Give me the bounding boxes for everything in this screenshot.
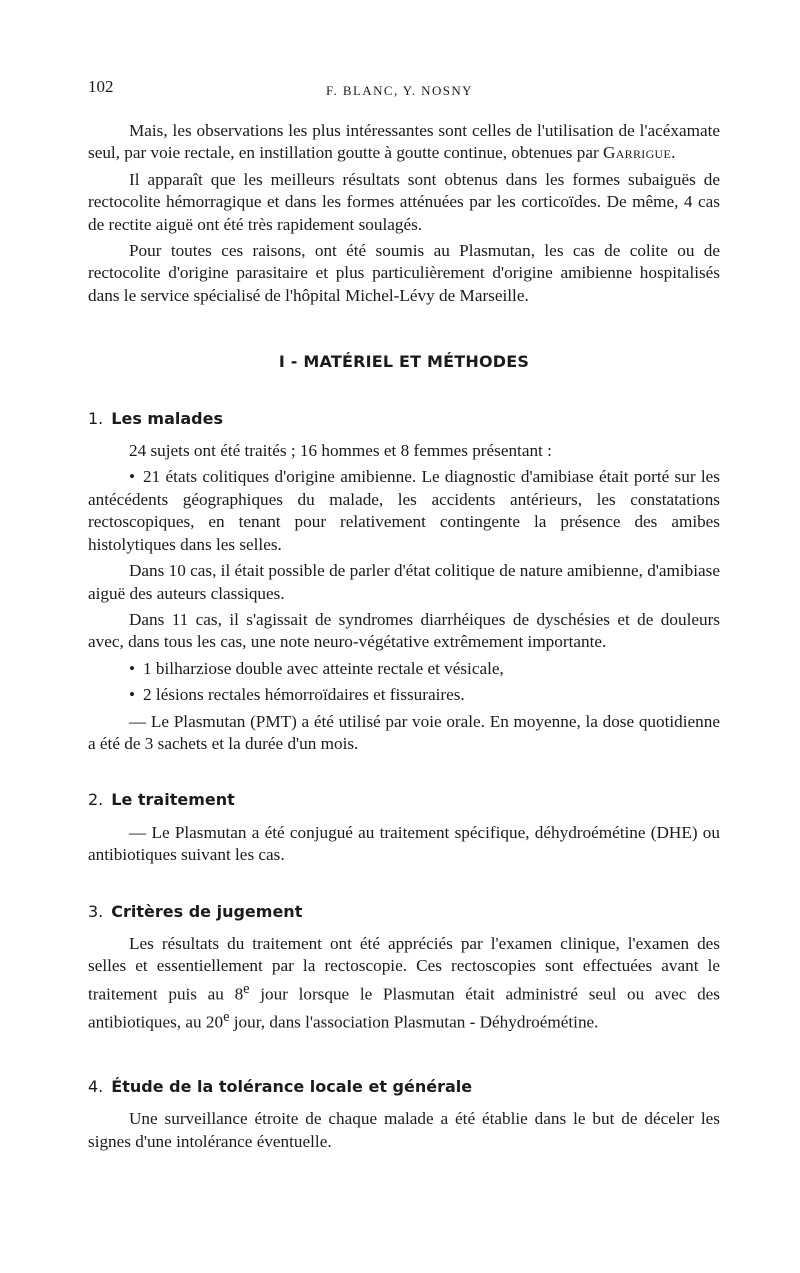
subsection-number: 1.: [88, 408, 104, 428]
intro-paragraph-3: Pour toutes ces raisons, ont été soumis au Plasmutan, les cas de colite ou de rectocolite d'origine parasitaire et plus particulièrement d'origine amibienne hospitalisés dans le service spécialisé de l'hôpital Michel-Lévy de Marseille.: [88, 241, 720, 305]
subsection-heading-4: [88, 1076, 720, 1098]
sub3-paragraph-1: Les résultats du traitement ont été appréciés par l'examen clinique, l'examen des selles et essentiellement par la rectoscopie. Ces rectoscopies sont effectuées avant le traitement puis au 8e jour lorsque le Plasmutan était administré seul ou avec des antibiotiques, au 20e jour, dans l'association Plasmutan - Déhydroémétine.: [88, 933, 720, 1032]
subsection-title: Critères de jugement: [111, 901, 303, 921]
subsection-heading-2: [88, 789, 720, 811]
bullet-icon: •: [129, 658, 136, 678]
subsection-heading-3: [88, 901, 720, 923]
sub1-paragraph-4: Dans 11 cas, il s'agissait de syndromes diarrhéiques de dyschésies et de douleurs avec, dans tous les cas, une note neuro-végétative extrêmement importante.: [88, 609, 720, 652]
sub1-paragraph-7: — Le Plasmutan (PMT) a été utilisé par voie orale. En moyenne, la dose quotidienne a été de 3 sachets et la durée d'un mois.: [88, 711, 720, 753]
bullet-icon: •: [129, 467, 136, 487]
running-head: F. BLANC, Y. NOSNY: [326, 83, 473, 98]
section-title: I - MATÉRIEL ET MÉTHODES: [278, 352, 530, 372]
page: [88, 72, 720, 1157]
subsection-title: Les malades: [111, 408, 223, 428]
subsection-number: 3.: [88, 901, 104, 921]
subsection-title: Le traitement: [111, 790, 235, 810]
sub2-paragraph-1: — Le Plasmutan a été conjugué au traitement spécifique, déhydroémétine (DHE) ou antibiotiques suivant les cas.: [88, 822, 720, 865]
sub1-paragraph-3: Dans 10 cas, il était possible de parler d'état colitique de nature amibienne, d'amibiase aiguë des auteurs classiques.: [88, 561, 720, 603]
page-header: [88, 72, 720, 96]
sub1-paragraph-1: 24 sujets ont été traités ; 16 hommes et 8 femmes présentant :: [129, 441, 552, 461]
subsection-number: 2.: [88, 790, 104, 810]
sub1-bullet-3: • 2 lésions rectales hémorroïdaires et fissuraires.: [129, 685, 465, 705]
author-name: Garrigue: [603, 143, 672, 163]
subsection-heading-1: [88, 408, 720, 430]
bullet-icon: •: [129, 685, 136, 705]
sub1-bullet-1: • 21 états colitiques d'origine amibienne. Le diagnostic d'amibiase était porté sur les antécédents géographiques du malade, les accidents antérieurs, les constatations rectoscopiques, en tenant pour relativement contingente la présence des amibes histolytiques dans les selles.: [88, 467, 720, 554]
intro-paragraph-1: Mais, les observations les plus intéressantes sont celles de l'utilisation de l'acéxamate seul, par voie rectale, en instillation goutte à goutte continue, obtenues par Garrigue.: [88, 121, 720, 163]
subsection-title: Étude de la tolérance locale et générale: [111, 1077, 473, 1097]
subsection-number: 4.: [88, 1077, 104, 1097]
intro-paragraph-2: Il apparaît que les meilleurs résultats sont obtenus dans les formes subaiguës de rectocolite hémorragique et dans les formes atténuées par les corticoïdes. De même, 4 cas de rectite aiguë ont été très rapidement soulagés.: [88, 169, 720, 234]
sub4-paragraph-1: Une surveillance étroite de chaque malade a été établie dans le but de déceler les signes d'une intolérance éventuelle.: [88, 1109, 720, 1151]
sub1-bullet-2: • 1 bilharziose double avec atteinte rectale et vésicale,: [129, 658, 504, 678]
page-number: 102: [88, 77, 114, 96]
